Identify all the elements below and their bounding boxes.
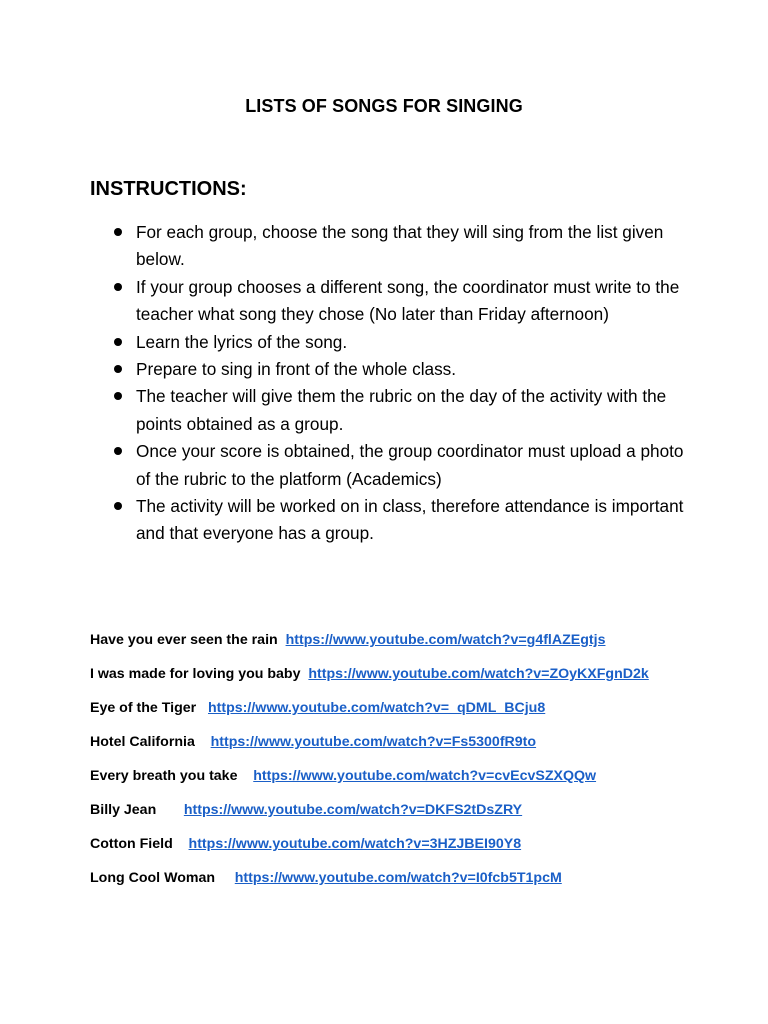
song-link[interactable]: https://www.youtube.com/watch?v=DKFS2tDsZRY (183, 802, 523, 818)
bullet-icon (114, 228, 122, 236)
song-entry (90, 629, 690, 652)
song-title: Have you ever seen the rain (90, 632, 278, 648)
instruction-text: Learn the lyrics of the song. (136, 331, 348, 352)
bullet-icon (114, 283, 122, 291)
bullet-icon (114, 447, 122, 455)
page-title: LISTS OF SONGS FOR SINGING (245, 96, 523, 116)
song-entry (90, 663, 690, 686)
song-list (90, 629, 690, 901)
song-title: I was made for loving you baby (90, 666, 301, 682)
song-link[interactable]: https://www.youtube.com/watch?v=_qDML_BCju8 (208, 700, 546, 716)
song-entry (90, 867, 690, 890)
instruction-text: Once your score is obtained, the group coordinator must upload a photo of the rubric to the platform (Academics) (136, 441, 684, 489)
song-title: Every breath you take (90, 768, 238, 784)
bullet-icon (114, 365, 122, 373)
bullet-icon (114, 338, 122, 346)
song-link[interactable]: https://www.youtube.com/watch?v=I0fcb5T1pcM (234, 870, 562, 886)
song-title: Eye of the Tiger (90, 700, 197, 716)
song-link[interactable]: https://www.youtube.com/watch?v=3HZJBEI90Y8 (188, 836, 522, 852)
instruction-text: If your group chooses a different song, the coordinator must write to the teacher what song they chose (No later than Friday afternoon) (136, 276, 680, 325)
song-link[interactable]: https://www.youtube.com/watch?v=g4flAZEgtjs (285, 632, 606, 648)
instruction-text: For each group, choose the song that they will sing from the list given below. (136, 222, 664, 270)
song-title: Cotton Field (90, 836, 173, 852)
instruction-item (90, 493, 690, 548)
instruction-item (90, 219, 690, 274)
song-entry (90, 765, 690, 788)
instruction-item (90, 383, 690, 438)
song-title: Hotel California (90, 734, 195, 750)
instructions-heading: INSTRUCTIONS: (90, 178, 247, 200)
instruction-item (90, 274, 690, 329)
song-link[interactable]: https://www.youtube.com/watch?v=ZOyKXFgnD2k (308, 666, 649, 682)
song-entry (90, 731, 690, 754)
instruction-text: Prepare to sing in front of the whole class. (136, 359, 457, 380)
instruction-text: The teacher will give them the rubric on the day of the activity with the points obtained as a group. (136, 386, 667, 434)
song-title: Long Cool Woman (90, 870, 216, 886)
bullet-icon (114, 502, 122, 510)
bullet-icon (114, 392, 122, 400)
song-entry (90, 697, 690, 720)
song-entry (90, 833, 690, 856)
instruction-text: The activity will be worked on in class, therefore attendance is important and that everyone has a group. (136, 496, 684, 544)
instruction-item (90, 329, 690, 356)
instructions-list (90, 219, 690, 548)
song-title: Billy Jean (90, 802, 157, 818)
song-link[interactable]: https://www.youtube.com/watch?v=cvEcvSZXQQw (253, 768, 597, 784)
song-link[interactable]: https://www.youtube.com/watch?v=Fs5300fR9to (210, 734, 537, 750)
instruction-item (90, 356, 690, 383)
instruction-item (90, 438, 690, 493)
song-entry (90, 799, 690, 822)
